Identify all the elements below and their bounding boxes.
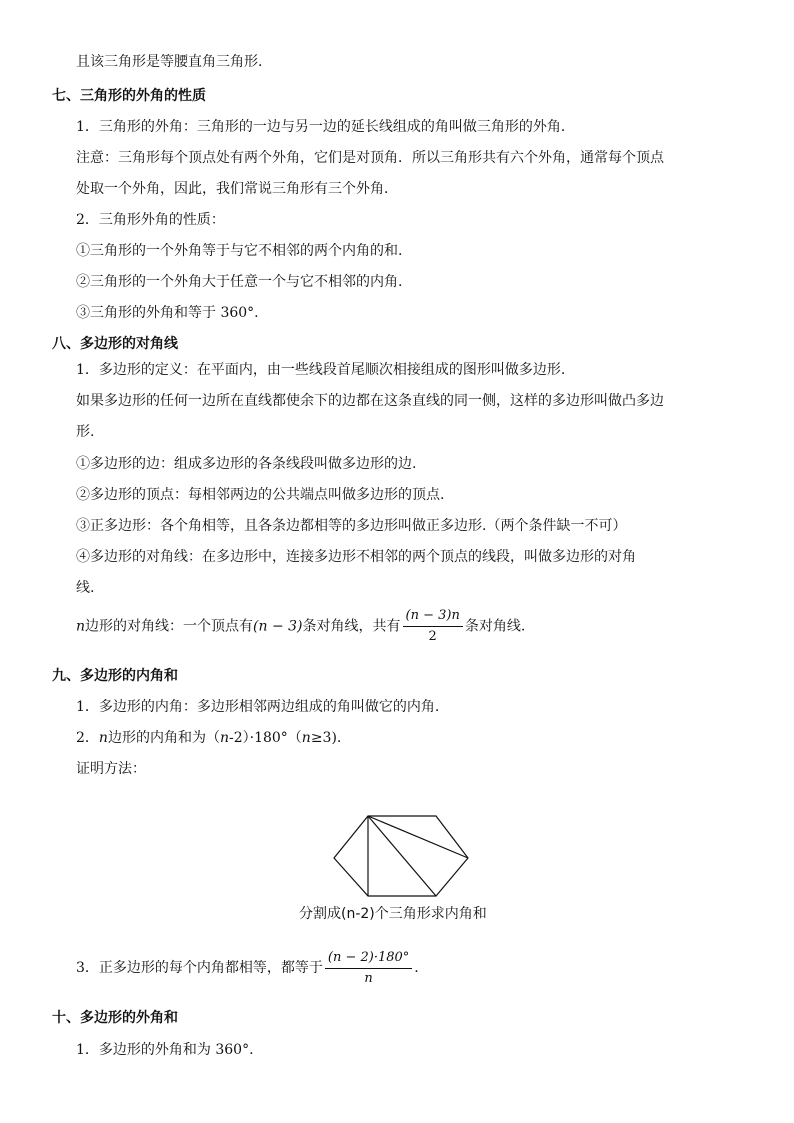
fraction-numerator: (n − 2)·180°	[325, 950, 412, 969]
var-n: n	[301, 730, 311, 746]
diagonal-count-line	[76, 608, 525, 645]
text-line: 如果多边形的任何一边所在直线都使余下的边都在这条直线的同一侧，这样的多边形叫做凸多边	[76, 393, 664, 409]
text-line: ②多边形的顶点：每相邻两边的公共端点叫做多边形的顶点.	[76, 487, 445, 503]
diagonal-line	[368, 816, 468, 858]
text-span: .	[414, 960, 419, 976]
text-span: 边形的内角和为（	[107, 730, 220, 746]
text-line: 1．多边形的内角：多边形相邻两边组成的角叫做它的内角.	[76, 699, 440, 715]
interior-angle-sum-line	[76, 728, 341, 748]
regular-polygon-angle-line	[76, 948, 419, 988]
diagonal-line	[368, 816, 436, 896]
var-n: n	[76, 618, 86, 635]
text-line: 注意：三角形每个顶点处有两个外角，它们是对顶角．所以三角形共有六个外角，通常每个顶点	[76, 150, 664, 166]
text-line: 1．多边形的外角和为 360°.	[76, 1042, 254, 1058]
text-span: 边形的对角线：一个顶点有	[85, 618, 254, 635]
text-span: 条对角线，共有	[302, 618, 401, 635]
text-line: ④多边形的对角线：在多边形中，连接多边形不相邻的两个顶点的线段，叫做多边形的对角	[76, 549, 636, 565]
polygon-outline	[334, 816, 468, 896]
text-line: 1．多边形的定义：在平面内，由一些线段首尾顺次相接组成的图形叫做多边形.	[76, 362, 566, 378]
section-heading-7: 七、三角形的外角的性质	[52, 88, 206, 104]
text-span: -2）·180°（	[228, 730, 302, 746]
var-n: n	[219, 730, 229, 746]
text-line: 且该三角形是等腰直角三角形.	[76, 54, 263, 70]
var-n: n	[98, 730, 108, 746]
fraction-denominator: 2	[428, 629, 437, 644]
text-line: 形.	[76, 424, 95, 440]
text-line: ③三角形的外角和等于 360°.	[76, 305, 259, 321]
figure-caption: 分割成(n-2)个三角形求内角和	[299, 906, 487, 922]
expression: (n − 3)	[253, 618, 303, 635]
text-line: 处取一个外角，因此，我们常说三角形有三个外角．	[76, 181, 398, 197]
fraction-interior-angle	[325, 950, 412, 987]
fraction-denominator: n	[364, 970, 373, 986]
fraction-numerator: (n − 3)n	[403, 608, 463, 627]
text-span: 3．正多边形的每个内角都相等，都等于	[76, 960, 323, 976]
text-line: ②三角形的一个外角大于任意一个与它不相邻的内角.	[76, 274, 403, 290]
polygon-triangulation-figure	[330, 812, 472, 900]
text-line: 2．三角形外角的性质：	[76, 212, 225, 228]
text-line: 1．三角形的外角：三角形的一边与另一边的延长线组成的角叫做三角形的外角．	[76, 119, 575, 135]
text-line: ①多边形的边：组成多边形的各条线段叫做多边形的边.	[76, 456, 417, 472]
text-line: ③正多边形：各个角相等，且各条边都相等的多边形叫做正多边形.（两个条件缺一不可）	[76, 518, 627, 534]
text-span: 条对角线.	[464, 618, 526, 635]
fraction-diagonals	[403, 608, 463, 645]
text-line: 证明方法：	[76, 761, 146, 777]
section-heading-9: 九、多边形的内角和	[52, 668, 178, 684]
section-heading-8: 八、多边形的对角线	[52, 336, 178, 352]
text-span: 2．	[76, 730, 99, 746]
text-line: ①三角形的一个外角等于与它不相邻的两个内角的和.	[76, 243, 403, 259]
text-span: ≥3).	[310, 730, 342, 746]
section-heading-10: 十、多边形的外角和	[52, 1010, 178, 1026]
text-line: 线.	[76, 580, 95, 596]
